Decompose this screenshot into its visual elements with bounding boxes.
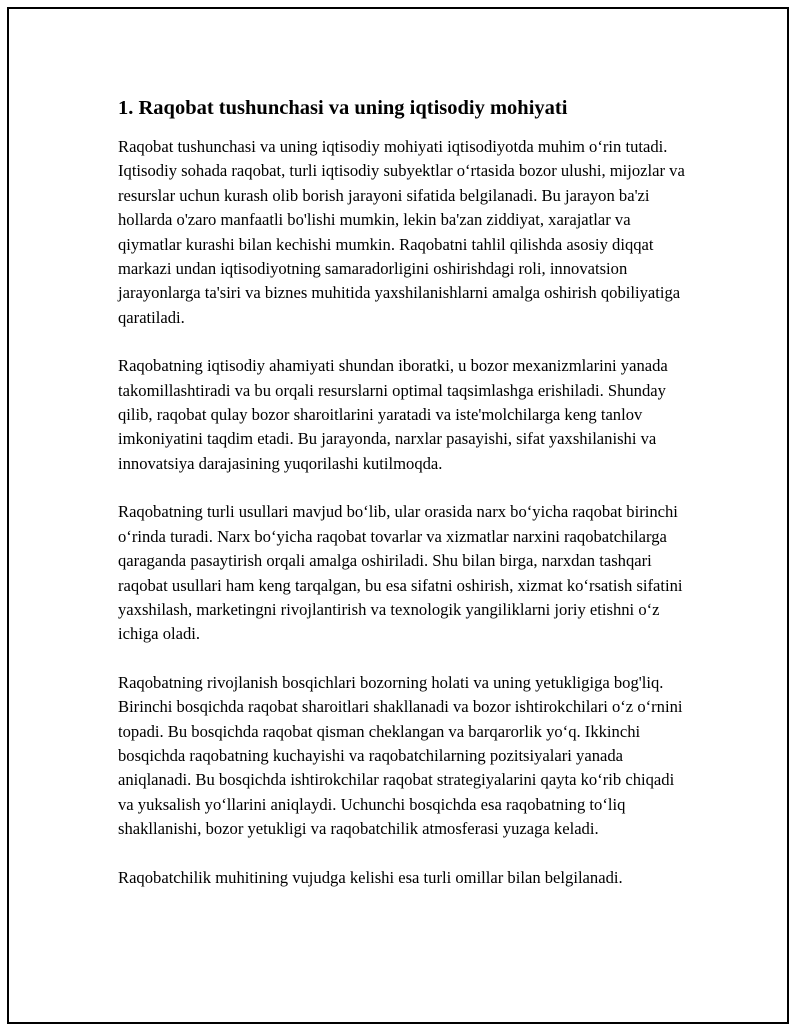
paragraph-5: Raqobatchilik muhitining vujudga kelishi esa turli omillar bilan belgilanadi. [118, 867, 623, 887]
document-body [118, 96, 693, 914]
paragraph-2: Raqobatning iqtisodiy ahamiyati shundan iboratki, u bozor mexanizmlarini yanada takomillashtiradi va bu orqali resurslarni optimal taqsimlashga erishiladi. Shunday qilib, raqobat qulay bozor sharoitlarini yaratadi va iste'molchilarga keng tanlov imkoniyatini taqdim etadi. Bu jarayonda, narxlar pasayishi, sifat yaxshilanishi va innovatsiya darajasining yuqorilashi kutilmoqda. [118, 356, 668, 473]
section-heading: 1. Raqobat tushunchasi va uning iqtisodiy mohiyati [118, 97, 568, 119]
paragraph-3: Raqobatning turli usullari mavjud bo‘lib, ular orasida narx bo‘yicha raqobat birinchi o‘rinda turadi. Narx bo‘yicha raqobat tovarlar va xizmatlar narxini raqobatchilarga qaraganda pasaytirish orqali amalga oshiriladi. Shu bilan birga, narxdan tashqari raqobat usullari ham keng tarqalgan, bu esa sifatni oshirish, xizmat ko‘rsatish sifatini yaxshilash, marketingni rivojlantirish va texnologik yangiliklarni joriy etishni o‘z ichiga oladi. [118, 502, 683, 644]
paragraph-4: Raqobatning rivojlanish bosqichlari bozorning holati va uning yetukligiga bog'liq. Birinchi bosqichda raqobat sharoitlari shakllanadi va bozor ishtirokchilari o‘z o‘rnini topadi. Bu bosqichda raqobat qisman cheklangan va barqarorlik yo‘q. Ikkinchi bosqichda raqobatning kuchayishi va raqobatchilarning pozitsiyalari yanada aniqlanadi. Bu bosqichda ishtirokchilar raqobat strategiyalarini qayta ko‘rib chiqadi va yuksalish yo‘llarini aniqlaydi. Uchunchi bosqichda esa raqobatning to‘liq shakllanishi, bozor yetukligi va raqobatchilik atmosferasi yuzaga keladi. [118, 672, 683, 839]
paragraph-1: Raqobat tushunchasi va uning iqtisodiy mohiyati iqtisodiyotda muhim o‘rin tutadi. Iqtisodiy sohada raqobat, turli iqtisodiy subyektlar o‘rtasida bozor ulushi, mijozlar va resurslar uchun kurash olib borish jarayoni sifatida belgilanadi. Bu jarayon ba'zi hollarda o'zaro manfaatli bo'lishi mumkin, lekin ba'zan ziddiyat, xarajatlar va qiymatlar kurashi bilan kechishi mumkin. Raqobatni tahlil qilishda asosiy diqqat markazi undan iqtisodiyotning samaradorligini oshirishdagi roli, innovatsion jarayonlarga ta'siri va biznes muhitida yaxshilanishlarni amalga oshirish qobiliyatiga qaratiladi. [118, 137, 685, 327]
